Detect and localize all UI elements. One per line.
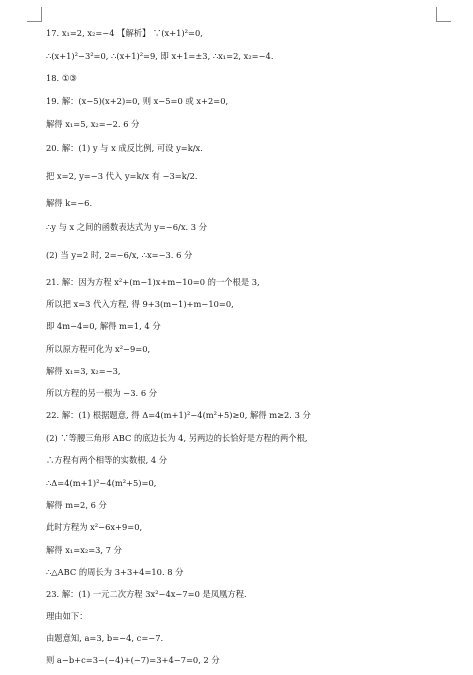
text-line: 即 4m−4=0, 解得 m=1, 4 分 (46, 321, 161, 331)
crop-mark-top-left (27, 7, 42, 22)
crop-mark-top-right (436, 7, 451, 22)
text-line: 解得 x₁=5, x₂=−2. 6 分 (46, 119, 140, 129)
text-line: ∴△ABC 的周长为 3+3+4=10. 8 分 (46, 567, 184, 577)
text-line: 解得 x₁=x₂=3, 7 分 (46, 545, 122, 555)
text-line: 把 x=2, y=−3 代入 y=k/x 有 −3=k/2. (46, 171, 198, 181)
text-line: 则 a−b+c=3−(−4)+(−7)=3+4−7=0, 2 分 (46, 655, 220, 665)
text-line: ∴Δ=4(m+1)²−4(m²+5)=0, (46, 478, 157, 488)
text-line: 20. 解：(1) y 与 x 成反比例, 可设 y=k/x. (46, 143, 203, 153)
text-line: (2) ∵等腰三角形 ABC 的底边长为 4, 另两边的长恰好是方程的两个根, (46, 433, 308, 443)
text-line: 所以方程的另一根为 −3. 6 分 (46, 388, 158, 398)
text-line: 所以原方程可化为 x²−9=0, (46, 344, 151, 354)
text-line: 23. 解：(1) 一元二次方程 3x²−4x−7=0 是凤凰方程. (46, 589, 247, 599)
text-line: 19. 解：(x−5)(x+2)=0, 则 x−5=0 或 x+2=0, (46, 96, 229, 106)
text-line: 解得 k=−6. (46, 198, 93, 208)
text-line: ∴方程有两个相等的实数根, 4 分 (46, 455, 168, 465)
text-line: 22. 解：(1) 根据题意, 得 Δ=4(m+1)²−4(m²+5)≥0, 解得 m≥2. 3 分 (46, 410, 311, 420)
text-line: 21. 解：因为方程 x²+(m−1)x+m−10=0 的一个根是 3, (46, 277, 260, 287)
text-line: 解得 m=2, 6 分 (46, 500, 107, 510)
text-line: (2) 当 y=2 时, 2=−6/x, ∴x=−3. 6 分 (46, 250, 193, 260)
text-line: 17. x₁=2, x₂=−4 【解析】 ∵(x+1)²=0, (46, 28, 203, 38)
text-line: 所以把 x=3 代入方程, 得 9+3(m−1)+m−10=0, (46, 299, 234, 309)
text-line: 18. ①③ (46, 73, 77, 83)
text-line: 此时方程为 x²−6x+9=0, (46, 522, 143, 532)
text-line: 理由如下： (46, 611, 88, 621)
text-line: ∴y 与 x 之间的函数表达式为 y=−6/x. 3 分 (46, 222, 207, 232)
text-line: 由题意知, a=3, b=−4, c=−7. (46, 633, 164, 643)
text-line: ∴(x+1)²−3²=0, ∴(x+1)²=9, 即 x+1=±3, ∴x₁=2, x₂=−4. (46, 51, 274, 61)
text-line: 解得 x₁=3, x₂=−3, (46, 366, 121, 376)
